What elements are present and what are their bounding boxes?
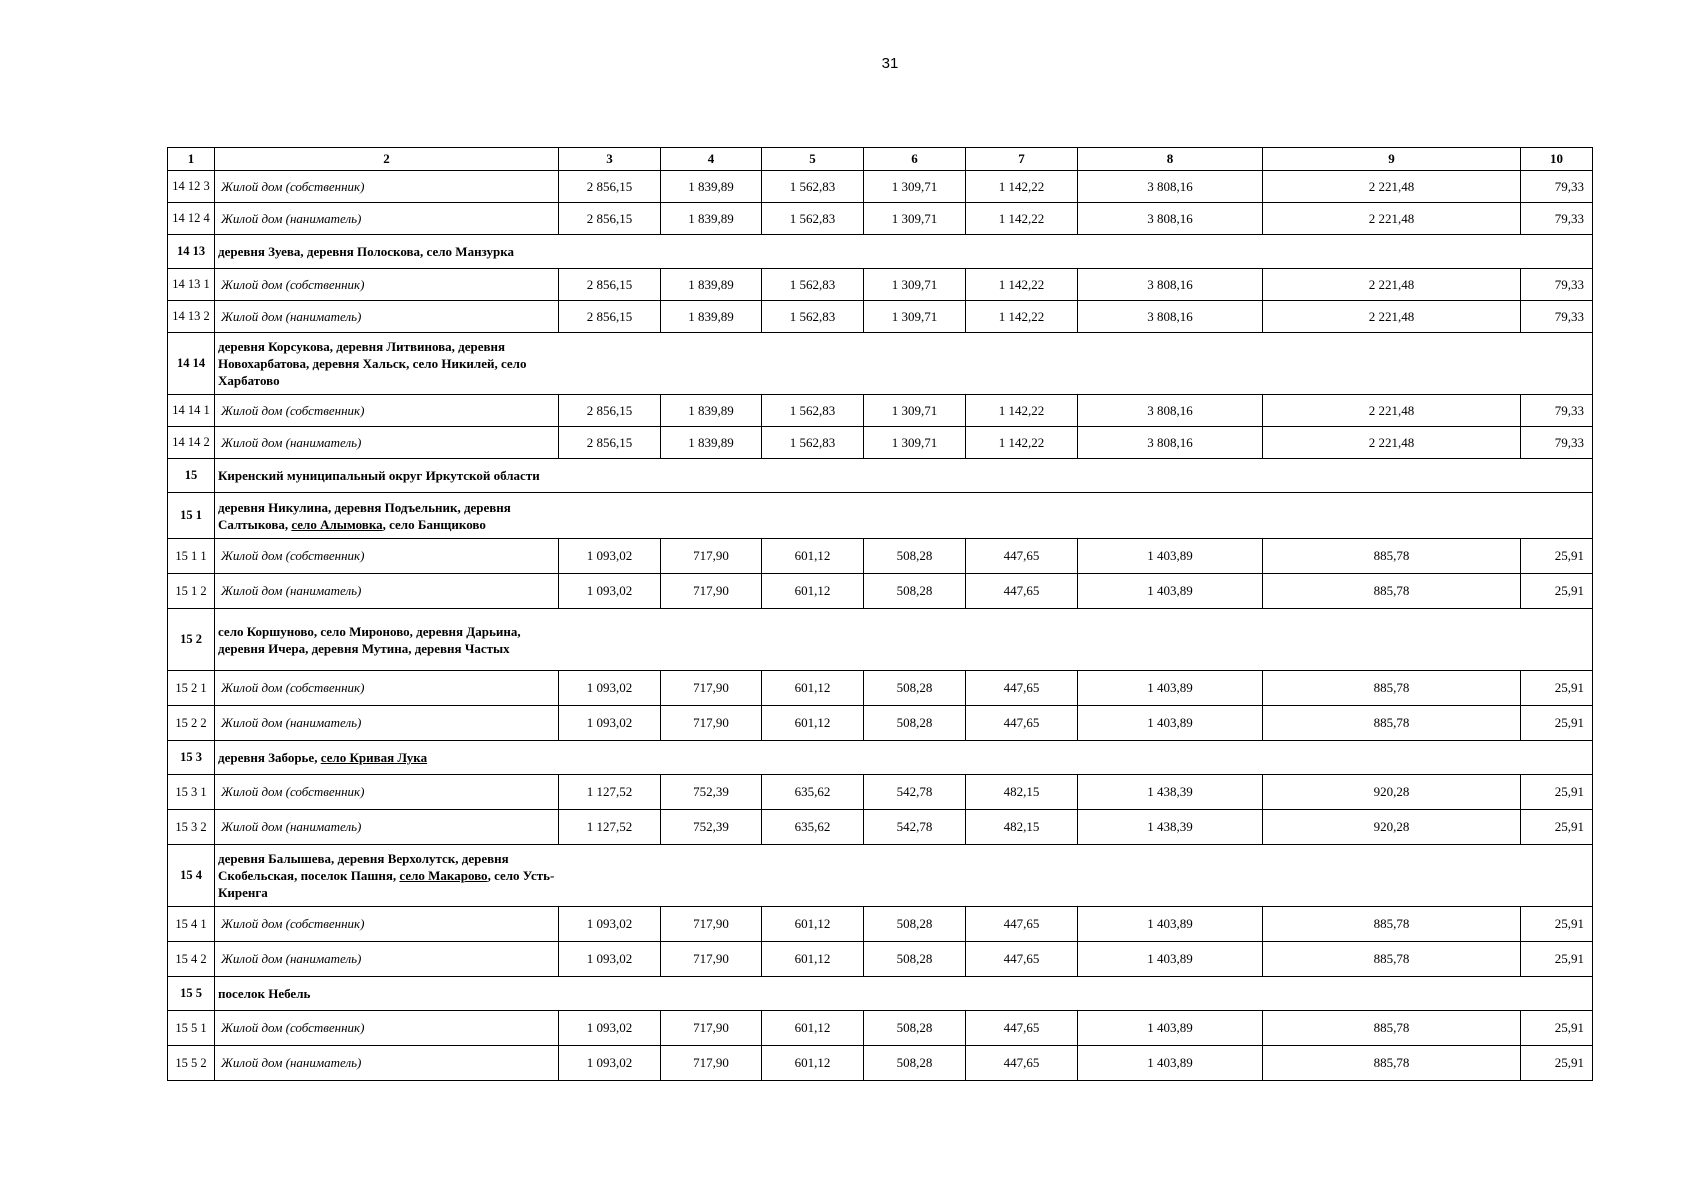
group-row [168,235,1593,269]
row-code: 15 5 1 [168,1011,215,1046]
group-row [168,741,1593,775]
value-cell: 601,12 [762,574,864,609]
value-cell: 1 562,83 [762,171,864,203]
value-cell: 508,28 [864,706,966,741]
table-row [168,427,1593,459]
value-cell: 25,91 [1521,1011,1593,1046]
row-code: 15 3 1 [168,775,215,810]
value-cell: 2 856,15 [559,301,661,333]
group-label-part: , село Банщиково [382,516,486,532]
value-cell: 1 142,22 [966,395,1078,427]
row-code: 15 3 2 [168,810,215,845]
value-cell: 508,28 [864,574,966,609]
group-row [168,845,1593,907]
column-header: 1 [168,148,215,171]
row-label: Жилой дом (наниматель) [215,942,559,977]
value-cell: 1 309,71 [864,171,966,203]
value-cell: 25,91 [1521,942,1593,977]
row-code: 15 1 2 [168,574,215,609]
value-cell: 25,91 [1521,810,1593,845]
row-label: Жилой дом (собственник) [215,775,559,810]
value-cell: 542,78 [864,810,966,845]
value-cell: 447,65 [966,574,1078,609]
value-cell: 508,28 [864,539,966,574]
group-label-part: деревня Балышева, деревня Верхолутск, деревня Скобельская, поселок Пашня, [218,851,509,883]
row-label: Жилой дом (собственник) [215,1011,559,1046]
value-cell: 508,28 [864,1011,966,1046]
value-cell: 601,12 [762,1046,864,1081]
column-header: 4 [661,148,762,171]
value-cell: 1 839,89 [661,395,762,427]
row-code: 15 2 2 [168,706,215,741]
value-cell: 1 142,22 [966,203,1078,235]
value-cell: 447,65 [966,539,1078,574]
value-cell: 447,65 [966,671,1078,706]
group-code: 15 1 [168,493,215,539]
group-row [168,609,1593,671]
value-cell: 1 142,22 [966,301,1078,333]
value-cell: 79,33 [1521,203,1593,235]
value-cell: 885,78 [1263,1011,1521,1046]
value-cell: 447,65 [966,706,1078,741]
value-cell: 79,33 [1521,395,1593,427]
value-cell: 717,90 [661,1011,762,1046]
value-cell: 1 839,89 [661,171,762,203]
value-cell: 717,90 [661,671,762,706]
group-empty-cell [559,977,1593,1011]
value-cell: 1 093,02 [559,1011,661,1046]
column-header: 5 [762,148,864,171]
group-label: поселок Небель [215,977,559,1011]
column-header: 6 [864,148,966,171]
value-cell: 1 093,02 [559,907,661,942]
row-label: Жилой дом (собственник) [215,171,559,203]
group-empty-cell [559,609,1593,671]
value-cell: 1 403,89 [1078,907,1263,942]
group-code: 15 [168,459,215,493]
value-cell: 3 808,16 [1078,301,1263,333]
value-cell: 508,28 [864,671,966,706]
row-code: 14 14 1 [168,395,215,427]
value-cell: 25,91 [1521,671,1593,706]
group-label [215,845,559,907]
value-cell: 25,91 [1521,775,1593,810]
value-cell: 447,65 [966,942,1078,977]
value-cell: 1 403,89 [1078,574,1263,609]
value-cell: 3 808,16 [1078,171,1263,203]
value-cell: 1 839,89 [661,427,762,459]
column-header: 7 [966,148,1078,171]
row-code: 14 14 2 [168,427,215,459]
group-empty-cell [559,459,1593,493]
value-cell: 601,12 [762,907,864,942]
value-cell: 717,90 [661,706,762,741]
group-empty-cell [559,845,1593,907]
value-cell: 1 562,83 [762,301,864,333]
group-empty-cell [559,493,1593,539]
row-code: 14 13 2 [168,301,215,333]
group-label-part: , село Усть-Киренга [218,868,555,900]
row-code: 15 4 2 [168,942,215,977]
row-label: Жилой дом (наниматель) [215,706,559,741]
value-cell: 2 221,48 [1263,301,1521,333]
group-code: 15 4 [168,845,215,907]
value-cell: 752,39 [661,775,762,810]
value-cell: 3 808,16 [1078,427,1263,459]
page-number: 31 [881,55,899,72]
value-cell: 1 093,02 [559,1046,661,1081]
underlined-place-name: село Макарово [399,868,488,883]
value-cell: 447,65 [966,907,1078,942]
value-cell: 25,91 [1521,706,1593,741]
column-header: 2 [215,148,559,171]
value-cell: 885,78 [1263,539,1521,574]
group-label [215,741,559,775]
value-cell: 601,12 [762,671,864,706]
group-label: деревня Зуева, деревня Полоскова, село Манзурка [215,235,559,269]
tariff-table [167,147,1593,1081]
group-row [168,333,1593,395]
value-cell: 920,28 [1263,810,1521,845]
table-body [168,171,1593,1081]
value-cell: 1 093,02 [559,671,661,706]
value-cell: 717,90 [661,574,762,609]
table-row [168,775,1593,810]
value-cell: 79,33 [1521,269,1593,301]
row-label: Жилой дом (наниматель) [215,574,559,609]
value-cell: 1 438,39 [1078,775,1263,810]
value-cell: 885,78 [1263,907,1521,942]
value-cell: 1 309,71 [864,395,966,427]
group-row [168,977,1593,1011]
value-cell: 2 221,48 [1263,203,1521,235]
value-cell: 79,33 [1521,171,1593,203]
value-cell: 1 309,71 [864,203,966,235]
group-row [168,493,1593,539]
value-cell: 2 856,15 [559,171,661,203]
row-code: 15 4 1 [168,907,215,942]
value-cell: 25,91 [1521,907,1593,942]
value-cell: 1 127,52 [559,810,661,845]
header-row [168,148,1593,171]
row-label: Жилой дом (собственник) [215,269,559,301]
value-cell: 1 093,02 [559,706,661,741]
value-cell: 1 142,22 [966,269,1078,301]
value-cell: 601,12 [762,539,864,574]
row-label: Жилой дом (наниматель) [215,1046,559,1081]
table-row [168,942,1593,977]
table-row [168,1011,1593,1046]
value-cell: 1 093,02 [559,574,661,609]
value-cell: 3 808,16 [1078,395,1263,427]
table-row [168,203,1593,235]
value-cell: 1 093,02 [559,539,661,574]
value-cell: 3 808,16 [1078,269,1263,301]
table-row [168,574,1593,609]
value-cell: 601,12 [762,942,864,977]
column-header: 3 [559,148,661,171]
row-code: 15 5 2 [168,1046,215,1081]
value-cell: 1 142,22 [966,427,1078,459]
group-code: 15 3 [168,741,215,775]
value-cell: 508,28 [864,907,966,942]
table-row [168,395,1593,427]
value-cell: 25,91 [1521,574,1593,609]
table-row [168,907,1593,942]
group-empty-cell [559,741,1593,775]
group-label-part: деревня Никулина, деревня Подъельник, деревня Салтыкова, [218,499,511,532]
group-label [215,493,559,539]
value-cell: 2 221,48 [1263,395,1521,427]
value-cell: 635,62 [762,810,864,845]
value-cell: 1 309,71 [864,427,966,459]
value-cell: 79,33 [1521,301,1593,333]
underlined-place-name: село Алымовка [291,516,383,532]
row-code: 15 2 1 [168,671,215,706]
row-code: 15 1 1 [168,539,215,574]
value-cell: 1 403,89 [1078,1046,1263,1081]
row-label: Жилой дом (собственник) [215,395,559,427]
group-label-part: деревня Заборье, [218,750,321,765]
group-code: 15 2 [168,609,215,671]
group-code: 14 14 [168,333,215,395]
value-cell: 2 856,15 [559,269,661,301]
value-cell: 1 562,83 [762,203,864,235]
value-cell: 1 562,83 [762,269,864,301]
value-cell: 482,15 [966,810,1078,845]
value-cell: 1 127,52 [559,775,661,810]
value-cell: 717,90 [661,942,762,977]
value-cell: 482,15 [966,775,1078,810]
value-cell: 2 221,48 [1263,171,1521,203]
value-cell: 25,91 [1521,1046,1593,1081]
value-cell: 1 562,83 [762,427,864,459]
table-row [168,301,1593,333]
row-code: 14 12 3 [168,171,215,203]
row-label: Жилой дом (собственник) [215,907,559,942]
table-row [168,706,1593,741]
table-row [168,671,1593,706]
value-cell: 3 808,16 [1078,203,1263,235]
column-header: 9 [1263,148,1521,171]
value-cell: 542,78 [864,775,966,810]
value-cell: 885,78 [1263,706,1521,741]
table-row [168,539,1593,574]
value-cell: 508,28 [864,1046,966,1081]
table-row [168,1046,1593,1081]
row-label: Жилой дом (наниматель) [215,810,559,845]
value-cell: 2 856,15 [559,427,661,459]
value-cell: 1 403,89 [1078,942,1263,977]
value-cell: 1 562,83 [762,395,864,427]
value-cell: 1 403,89 [1078,1011,1263,1046]
value-cell: 1 403,89 [1078,706,1263,741]
value-cell: 717,90 [661,907,762,942]
value-cell: 717,90 [661,1046,762,1081]
value-cell: 1 403,89 [1078,671,1263,706]
group-empty-cell [559,333,1593,395]
group-label: село Коршуново, село Мироново, деревня Дарьина, деревня Ичера, деревня Мутина, деревня Частых [215,609,559,671]
value-cell: 717,90 [661,539,762,574]
group-code: 15 5 [168,977,215,1011]
column-header: 10 [1521,148,1593,171]
group-code: 14 13 [168,235,215,269]
value-cell: 885,78 [1263,942,1521,977]
value-cell: 447,65 [966,1046,1078,1081]
value-cell: 1 403,89 [1078,539,1263,574]
value-cell: 25,91 [1521,539,1593,574]
row-label: Жилой дом (собственник) [215,671,559,706]
value-cell: 885,78 [1263,1046,1521,1081]
table-row [168,269,1593,301]
group-empty-cell [559,235,1593,269]
value-cell: 920,28 [1263,775,1521,810]
value-cell: 508,28 [864,942,966,977]
row-label: Жилой дом (наниматель) [215,427,559,459]
group-label: деревня Корсукова, деревня Литвинова, деревня Новохарбатова, деревня Хальск, село Никилей, село Харбатово [215,333,559,395]
value-cell: 885,78 [1263,671,1521,706]
value-cell: 601,12 [762,706,864,741]
underlined-place-name: село Кривая Лука [320,750,428,765]
column-header: 8 [1078,148,1263,171]
row-label: Жилой дом (собственник) [215,539,559,574]
value-cell: 1 839,89 [661,269,762,301]
value-cell: 635,62 [762,775,864,810]
row-code: 14 13 1 [168,269,215,301]
group-row [168,459,1593,493]
value-cell: 2 221,48 [1263,269,1521,301]
value-cell: 1 093,02 [559,942,661,977]
row-code: 14 12 4 [168,203,215,235]
value-cell: 752,39 [661,810,762,845]
table-row [168,810,1593,845]
row-label: Жилой дом (наниматель) [215,203,559,235]
value-cell: 2 221,48 [1263,427,1521,459]
value-cell: 2 856,15 [559,203,661,235]
value-cell: 1 142,22 [966,171,1078,203]
value-cell: 79,33 [1521,427,1593,459]
value-cell: 1 839,89 [661,203,762,235]
value-cell: 1 309,71 [864,301,966,333]
group-label: Киренский муниципальный округ Иркутской области [215,459,559,493]
value-cell: 885,78 [1263,574,1521,609]
value-cell: 2 856,15 [559,395,661,427]
table-row [168,171,1593,203]
row-label: Жилой дом (наниматель) [215,301,559,333]
value-cell: 1 438,39 [1078,810,1263,845]
value-cell: 1 309,71 [864,269,966,301]
value-cell: 1 839,89 [661,301,762,333]
value-cell: 447,65 [966,1011,1078,1046]
value-cell: 601,12 [762,1011,864,1046]
